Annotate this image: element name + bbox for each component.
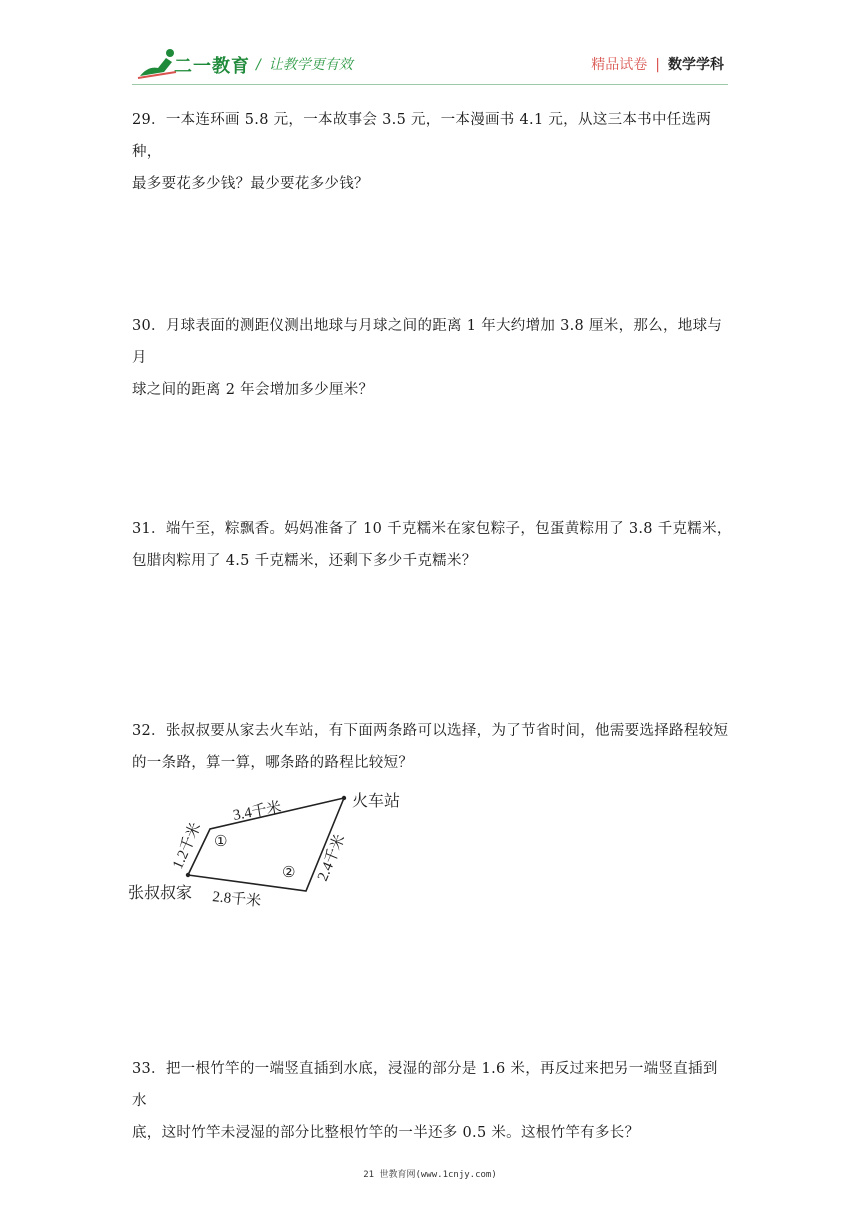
- bar-divider: |: [655, 57, 660, 73]
- route-diagram: [126, 786, 416, 911]
- question-33: [132, 1053, 732, 1149]
- station-label: 火车站: [352, 793, 401, 810]
- question-line: 33．把一根竹竿的一端竖直插到水底，浸湿的部分是 1.6 米，再反过来把另一端竖直插到水: [132, 1061, 718, 1109]
- home-label: 张叔叔家: [128, 885, 193, 902]
- page-header: [0, 0, 860, 90]
- question-32: [132, 715, 732, 779]
- question-line: 29．一本连环画 5.8 元，一本故事会 3.5 元，一本漫画书 4.1 元，从这三本书中任选两种，: [132, 112, 712, 160]
- brand-label: 精品试卷: [591, 57, 648, 73]
- edge-right-label: 2.4千米: [314, 832, 349, 884]
- question-line: 球之间的距离 2 年会增加多少厘米？: [132, 382, 374, 398]
- slash-divider: /: [256, 57, 261, 73]
- route-2-marker: ②: [282, 863, 296, 881]
- question-30: [132, 310, 732, 406]
- page-footer: 21 世教育网(www.1cnjy.com): [363, 1170, 497, 1180]
- header-right-title: [591, 54, 724, 74]
- question-line: 包腊肉粽用了 4.5 千克糯米，还剩下多少千克糯米？: [132, 553, 477, 569]
- logo-text: 二一教育: [174, 56, 250, 77]
- edge-top-label: 3.4千米: [231, 799, 283, 824]
- edge-left-label: 1.2千米: [170, 820, 205, 872]
- question-line: 32．张叔叔要从家去火车站，有下面两条路可以选择，为了节省时间，他需要选择路程较短: [132, 723, 729, 739]
- edge-bottom-label: 2.8千米: [211, 889, 262, 911]
- station-dot: [342, 796, 346, 800]
- home-dot: [186, 873, 190, 877]
- question-line: 30．月球表面的测距仪测出地球与月球之间的距离 1 年大约增加 3.8 厘米，那么，地球与月: [132, 318, 723, 366]
- slogan-text: 让教学更有效: [268, 57, 353, 73]
- question-line: 最多要花多少钱？最少要花多少钱？: [132, 176, 369, 192]
- subject-label: 数学学科: [668, 57, 724, 73]
- question-line: 底，这时竹竿未浸湿的部分比整根竹竿的一半还多 0.5 米。这根竹竿有多长？: [132, 1125, 640, 1141]
- question-line: 31．端午至，粽飘香。妈妈准备了 10 千克糯米在家包粽子，包蛋黄粽用了 3.8 千克糯米，: [132, 521, 732, 537]
- header-slogan: [256, 54, 353, 74]
- question-line: 的一条路，算一算，哪条路的路程比较短？: [132, 755, 414, 771]
- question-29: [132, 104, 732, 200]
- route-1-marker: ①: [214, 832, 228, 850]
- question-31: [132, 513, 732, 577]
- header-divider: [132, 84, 728, 85]
